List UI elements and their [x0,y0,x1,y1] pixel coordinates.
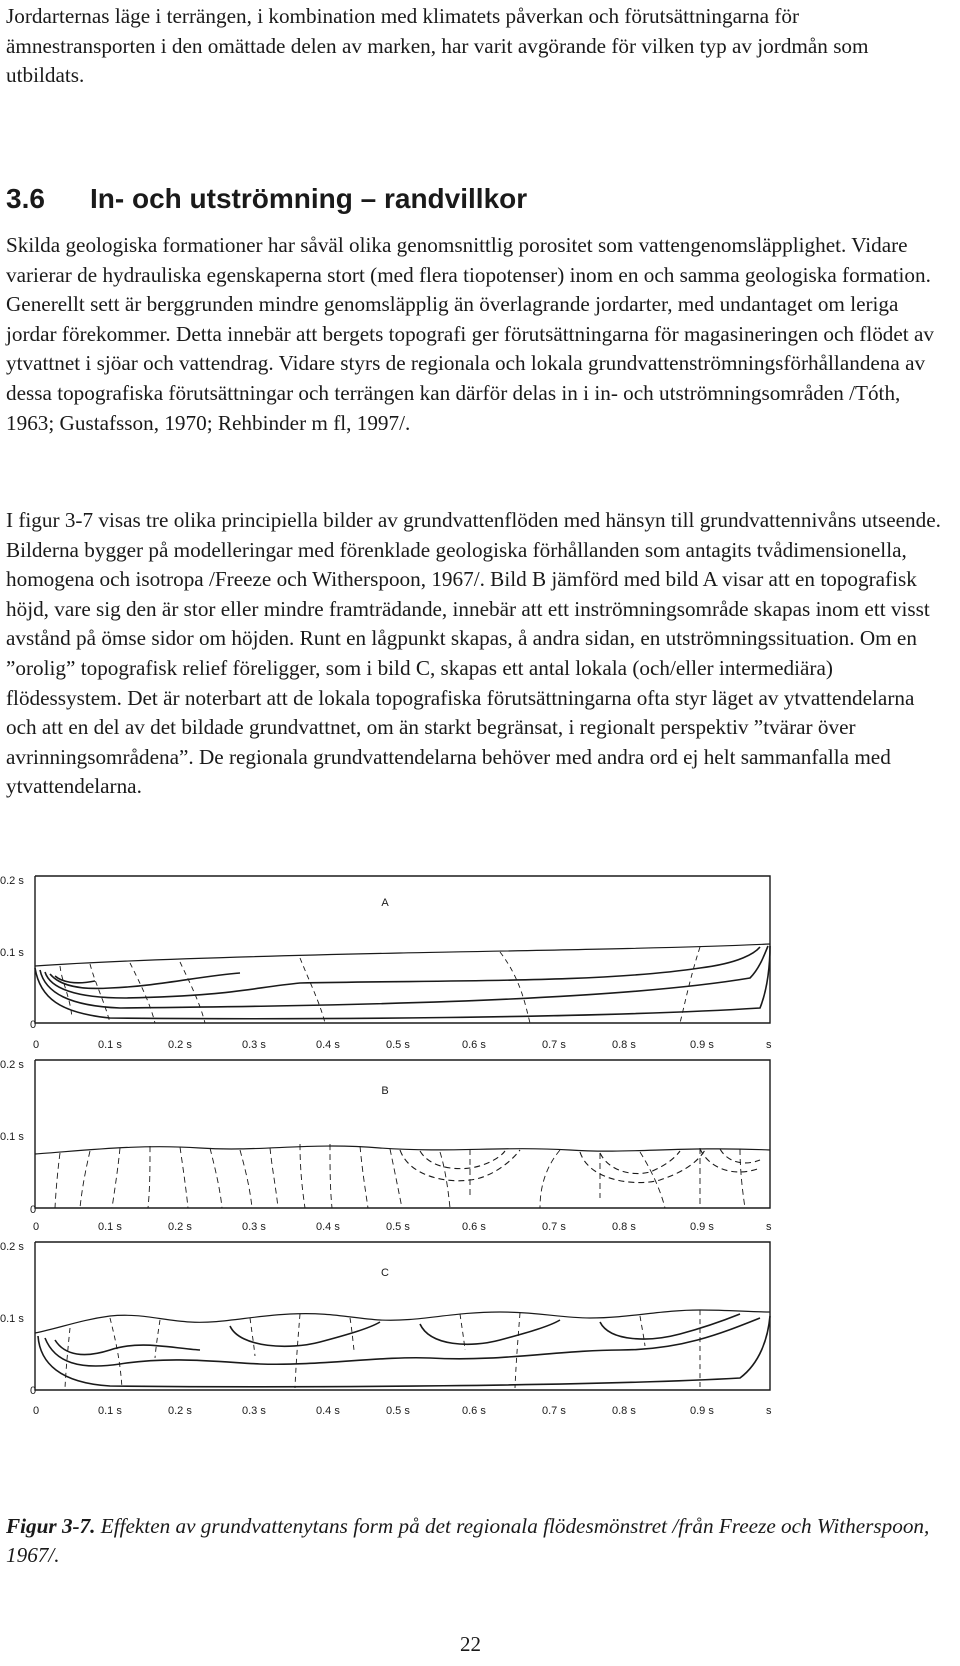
water-table [35,944,770,966]
section-number: 3.6 [6,183,45,214]
x-tick-label: 0.9 s [690,1221,714,1233]
figure-panel-a [0,868,960,1068]
x-tick-label: 0.8 s [612,1221,636,1233]
x-tick-label: 0 [33,1405,40,1417]
x-tick-label: 0.9 s [690,1405,714,1417]
y-tick-label: 0.2 s [0,1241,24,1253]
panel-frame [35,1060,770,1208]
x-tick-label: 0.7 s [542,1039,566,1051]
equipotential-lines [60,947,700,1023]
x-tick-label: 0.7 s [542,1221,566,1233]
intro-paragraph: Jordarternas läge i terrängen, i kombination med klimatets påverkan och förutsättningarna för ämnestransporten i den omättade delen av marken, har varit avgörande för vilken typ av jordmån som utbildats. [6,4,869,88]
x-tick-label: s [766,1221,772,1233]
x-tick-label: 0.1 s [98,1405,122,1417]
panel-label: C [381,1267,389,1279]
x-tick-label: 0.7 s [542,1405,566,1417]
x-tick-label: 0.8 s [612,1039,636,1051]
equipotential-lines [65,1310,700,1388]
y-tick-label: 0.1 s [0,947,24,959]
figure-caption [6,1512,941,1570]
x-tick-label: 0.6 s [462,1039,486,1051]
x-tick-label: 0.2 s [168,1405,192,1417]
x-tick-label: 0.6 s [462,1405,486,1417]
x-tick-label: 0.3 s [242,1221,266,1233]
x-axis-labels [33,1039,772,1051]
section-heading [6,183,527,215]
caption-label: Figur 3-7. [6,1514,96,1538]
water-table [35,1310,770,1333]
x-tick-label: 0.5 s [386,1221,410,1233]
panel-label: A [381,897,389,909]
x-tick-label: 0.4 s [316,1039,340,1051]
flow-lines [38,1314,770,1387]
y-tick-label: 0 [30,1019,37,1031]
section-title: In- och utströmning – randvillkor [90,183,528,214]
x-tick-label: s [766,1405,772,1417]
x-tick-label: 0 [33,1039,40,1051]
page-number: 22 [460,1632,481,1656]
x-tick-label: s [766,1039,772,1051]
x-tick-label: 0.2 s [168,1221,192,1233]
x-tick-label: 0.5 s [386,1039,410,1051]
y-tick-label: 0.2 s [0,1059,24,1071]
figure-panel-b [0,1058,960,1258]
equipotential-lines [55,1144,745,1208]
x-tick-label: 0.4 s [316,1405,340,1417]
y-tick-label: 0 [30,1204,37,1216]
body-paragraph-2: I figur 3-7 visas tre olika principiella bilder av grundvattenflöden med hänsyn till grundvattennivåns utseende. Bilderna bygger på modelleringar med förenklade geologiska förhållanden som antagits tvådimensionella, homogena och isotropa /Freeze och Witherspoon, 1967/. Bild B jämförd med bild A visar att en topografisk höjd, vare sig den är stor eller mindre framträdande, innebär att ett inströmningsområde skapas inom ett visst avstånd på ömse sidor om höjden. Runt en lågpunkt skapas, å andra sidan, en utströmningssituation. Om en ”orolig” topografisk relief föreligger, som i bild C, skapas ett antal lokala (och/eller intermediära) flödessystem. Det är noterbart att de lokala topografiska förutsättningarna ofta styr läget av ytvattendelarna och att en del av det bildade grundvattnet, om än starkt begränsat, i regionalt perspektiv ”tvärar över avrinningsområdena”. De regionala grundvattendelarna behöver med andra ord ej helt sammanfalla med ytvattendelarna. [6,508,941,799]
flow-lines [400,1149,760,1183]
water-table [35,1146,770,1154]
x-tick-label: 0.3 s [242,1039,266,1051]
x-axis-labels [33,1221,772,1233]
x-tick-label: 0.5 s [386,1405,410,1417]
x-tick-label: 0 [33,1221,40,1233]
x-tick-label: 0.4 s [316,1221,340,1233]
y-tick-label: 0.1 s [0,1131,24,1143]
y-tick-label: 0 [30,1385,37,1397]
x-tick-label: 0.8 s [612,1405,636,1417]
panel-label: B [381,1085,389,1097]
x-axis-labels [33,1405,772,1417]
caption-text: Effekten av grundvattenytans form på det regionala flödesmönstret /från Freeze och Witherspoon, 1967/. [6,1514,930,1567]
y-tick-label: 0.1 s [0,1313,24,1325]
x-tick-label: 0.3 s [242,1405,266,1417]
y-tick-label: 0.2 s [0,875,24,887]
x-tick-label: 0.6 s [462,1221,486,1233]
x-tick-label: 0.1 s [98,1221,122,1233]
x-tick-label: 0.9 s [690,1039,714,1051]
panel-frame [35,876,770,1023]
x-tick-label: 0.1 s [98,1039,122,1051]
body-paragraph-1: Skilda geologiska formationer har såväl olika genomsnittlig porositet som vattengenomsläpplighet. Vidare varierar de hydrauliska egenskaperna stort (med flera tiopotenser) inom en och samma geologiska formation. Generellt sett är berggrunden mindre genomsläpplig än överlagrande jordarter, med undantaget om leriga jordar förekommer. Detta innebär att bergets topografi ger förutsättningarna för magasineringen och flödet av ytvattnet i sjöar och vattendrag. Vidare styrs de regionala och lokala grundvattenströmningsförhållandena av dessa topografiska förutsättningar och terrängen kan därför delas in i in- och utströmningsområden /Tóth, 1963; Gustafsson, 1970; Rehbinder m fl, 1997/. [6,233,934,435]
figure-panel-c [0,1238,960,1438]
flow-lines [35,946,770,1019]
x-tick-label: 0.2 s [168,1039,192,1051]
